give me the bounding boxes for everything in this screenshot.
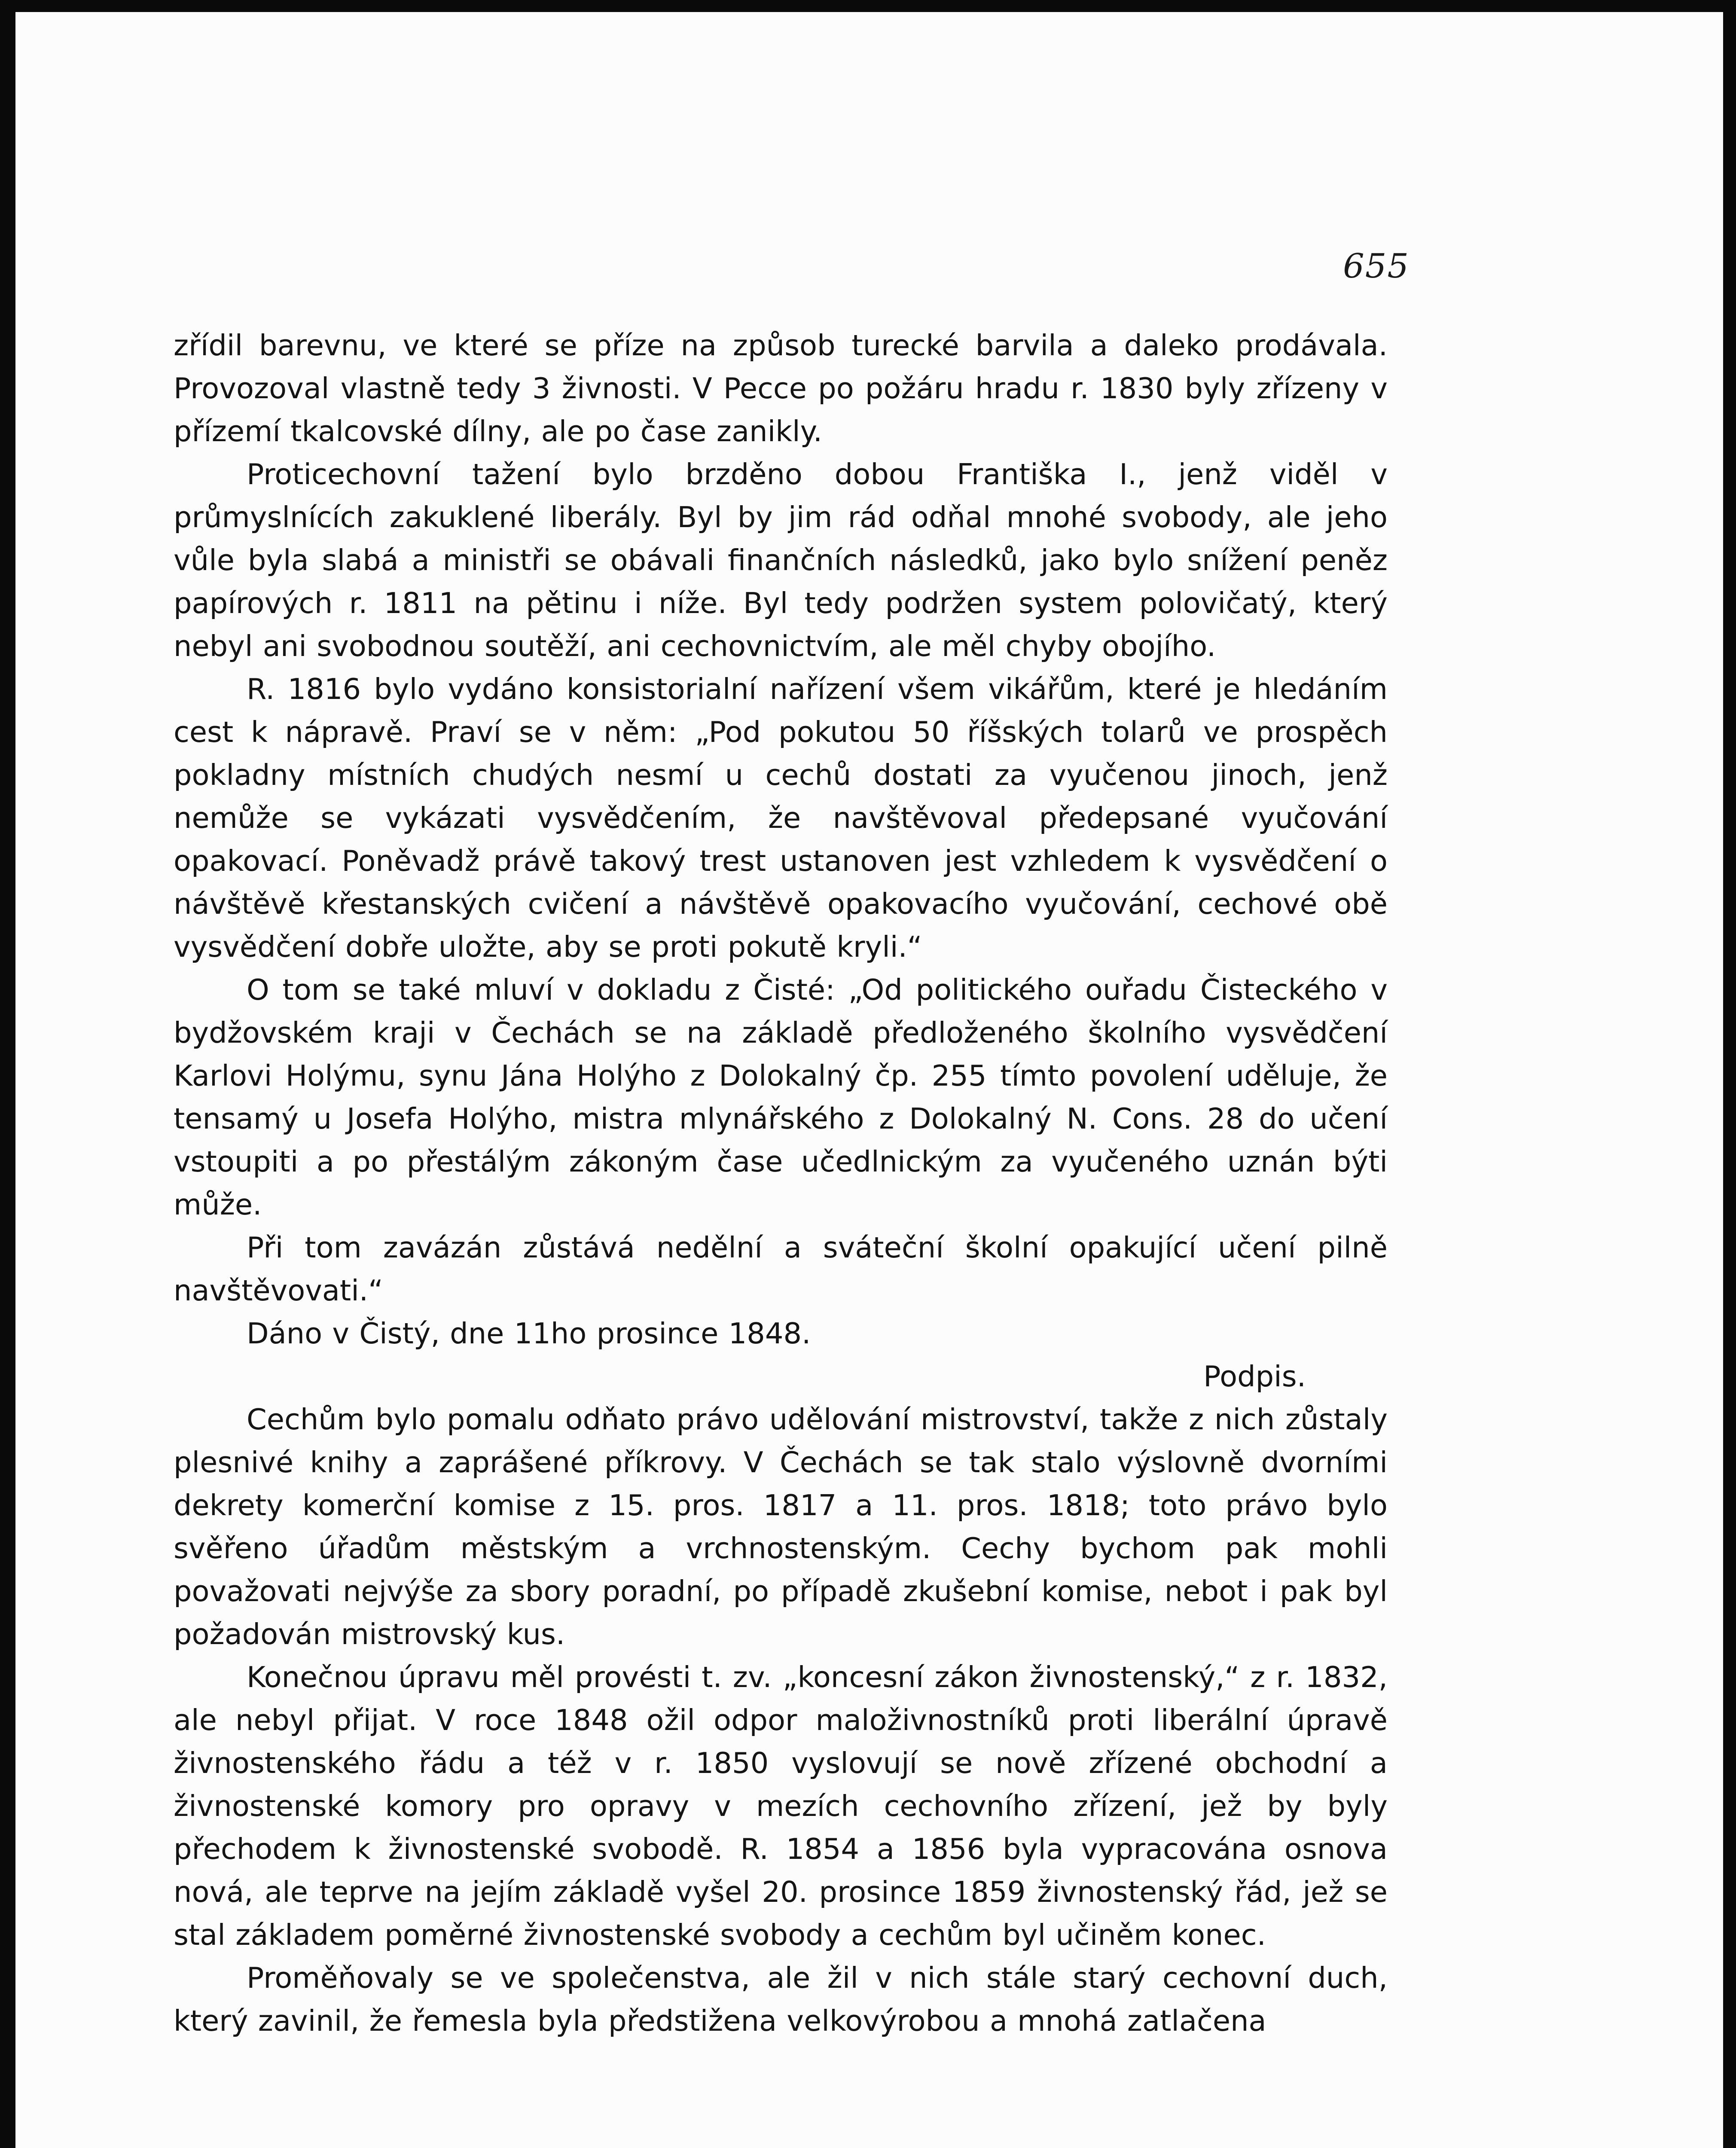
scan-border-left bbox=[0, 0, 15, 2148]
page-number: 655 bbox=[1343, 247, 1410, 286]
paragraph: zřídil barevnu, ve které se příze na způsob turecké barvila a daleko prodávala. Provozoval vlastně tedy 3 živnosti. V Pecce po požáru hradu r. 1830 byly zřízeny v přízemí tkalcovské dílny, ale po čase zanikly. bbox=[174, 329, 1388, 448]
paragraph: Při tom zavázán zůstává nedělní a sváteční školní opakující učení pilně navštěvovati.“ bbox=[174, 1231, 1388, 1307]
paragraph: R. 1816 bylo vydáno konsistorialní nařízení všem vikářům, které je hledáním cest k nápravě. Praví se v něm: „Pod pokutou 50 říšských tolarů ve prospěch pokladny místních chudých nesmí u cechů dostati za vyučenou jinoch, jenž nemůže se vykázati vysvědčením, že navštěvoval předepsané vyučování opakovací. Poněvadž právě takový trest ustanoven jest vzhledem k vysvědčení o návštěvě křestanských cvičení a návštěvě opakovacího vyučování, cechové obě vysvědčení dobře uložte, aby se proti pokutě kryli.“ bbox=[174, 672, 1388, 964]
date-line: Dáno v Čistý, dne 11ho prosince 1848. bbox=[247, 1317, 811, 1350]
paragraph: O tom se také mluví v dokladu z Čisté: „Od politického ouřadu Čisteckého v bydžovském kraji v Čechách se na základě předloženého školního vysvědčení Karlovi Holýmu, synu Jána Holýho z Dolokalný čp. 255 tímto povolení uděluje, že tensamý u Josefa Holýho, mistra mlynářského z Dolokalný N. Cons. 28 do učení vstoupiti a po přestálým zákoným čase učedlnickým za vyučeného uznán býti může. bbox=[174, 973, 1388, 1221]
signature-line: Podpis. bbox=[1203, 1360, 1306, 1393]
body-text bbox=[174, 324, 1388, 2042]
paragraph: Konečnou úpravu měl provésti t. zv. „koncesní zákon živnostenský,“ z r. 1832, ale nebyl přijat. V roce 1848 ožil odpor maloživnostníků proti liberální úpravě živnostenského řádu a též v r. 1850 vyslovují se nově zřízené obchodní a živnostenské komory pro opravy v mezích cechovního zřízení, jež by byly přechodem k živnostenské svobodě. R. 1854 a 1856 byla vypracována osnova nová, ale teprve na jejím základě vyšel 20. prosince 1859 živnostenský řád, jež se stal základem poměrné živnostenské svobody a cechům byl učiněm konec. bbox=[174, 1660, 1388, 1952]
scan-border-top bbox=[0, 0, 1736, 12]
scan-border-right bbox=[1723, 0, 1736, 2148]
paragraph: Proticechovní tažení bylo brzděno dobou Františka I., jenž viděl v průmyslnících zakuklené liberály. Byl by jim rád odňal mnohé svobody, ale jeho vůle byla slabá a ministři se obávali finančních následků, jako bylo snížení peněz papírových r. 1811 na pětinu i níže. Byl tedy podržen system polovičatý, který nebyl ani svobodnou soutěží, ani cechovnictvím, ale měl chyby obojího. bbox=[174, 458, 1388, 663]
paragraph: Cechům bylo pomalu odňato právo udělování mistrovství, takže z nich zůstaly plesnivé knihy a zaprášené příkrovy. V Čechách se tak stalo výslovně dvorními dekrety komerční komise z 15. pros. 1817 a 11. pros. 1818; toto právo bylo svěřeno úřadům městským a vrchnostenským. Cechy bychom pak mohli považovati nejvýše za sbory poradní, po případě zkušební komise, nebot i pak byl požadován mistrovský kus. bbox=[174, 1403, 1388, 1651]
paragraph: Proměňovaly se ve společenstva, ale žil v nich stále starý cechovní duch, který zavinil, že řemesla byla předstižena velkovýrobou a mnohá zatlačena bbox=[174, 1961, 1388, 2038]
